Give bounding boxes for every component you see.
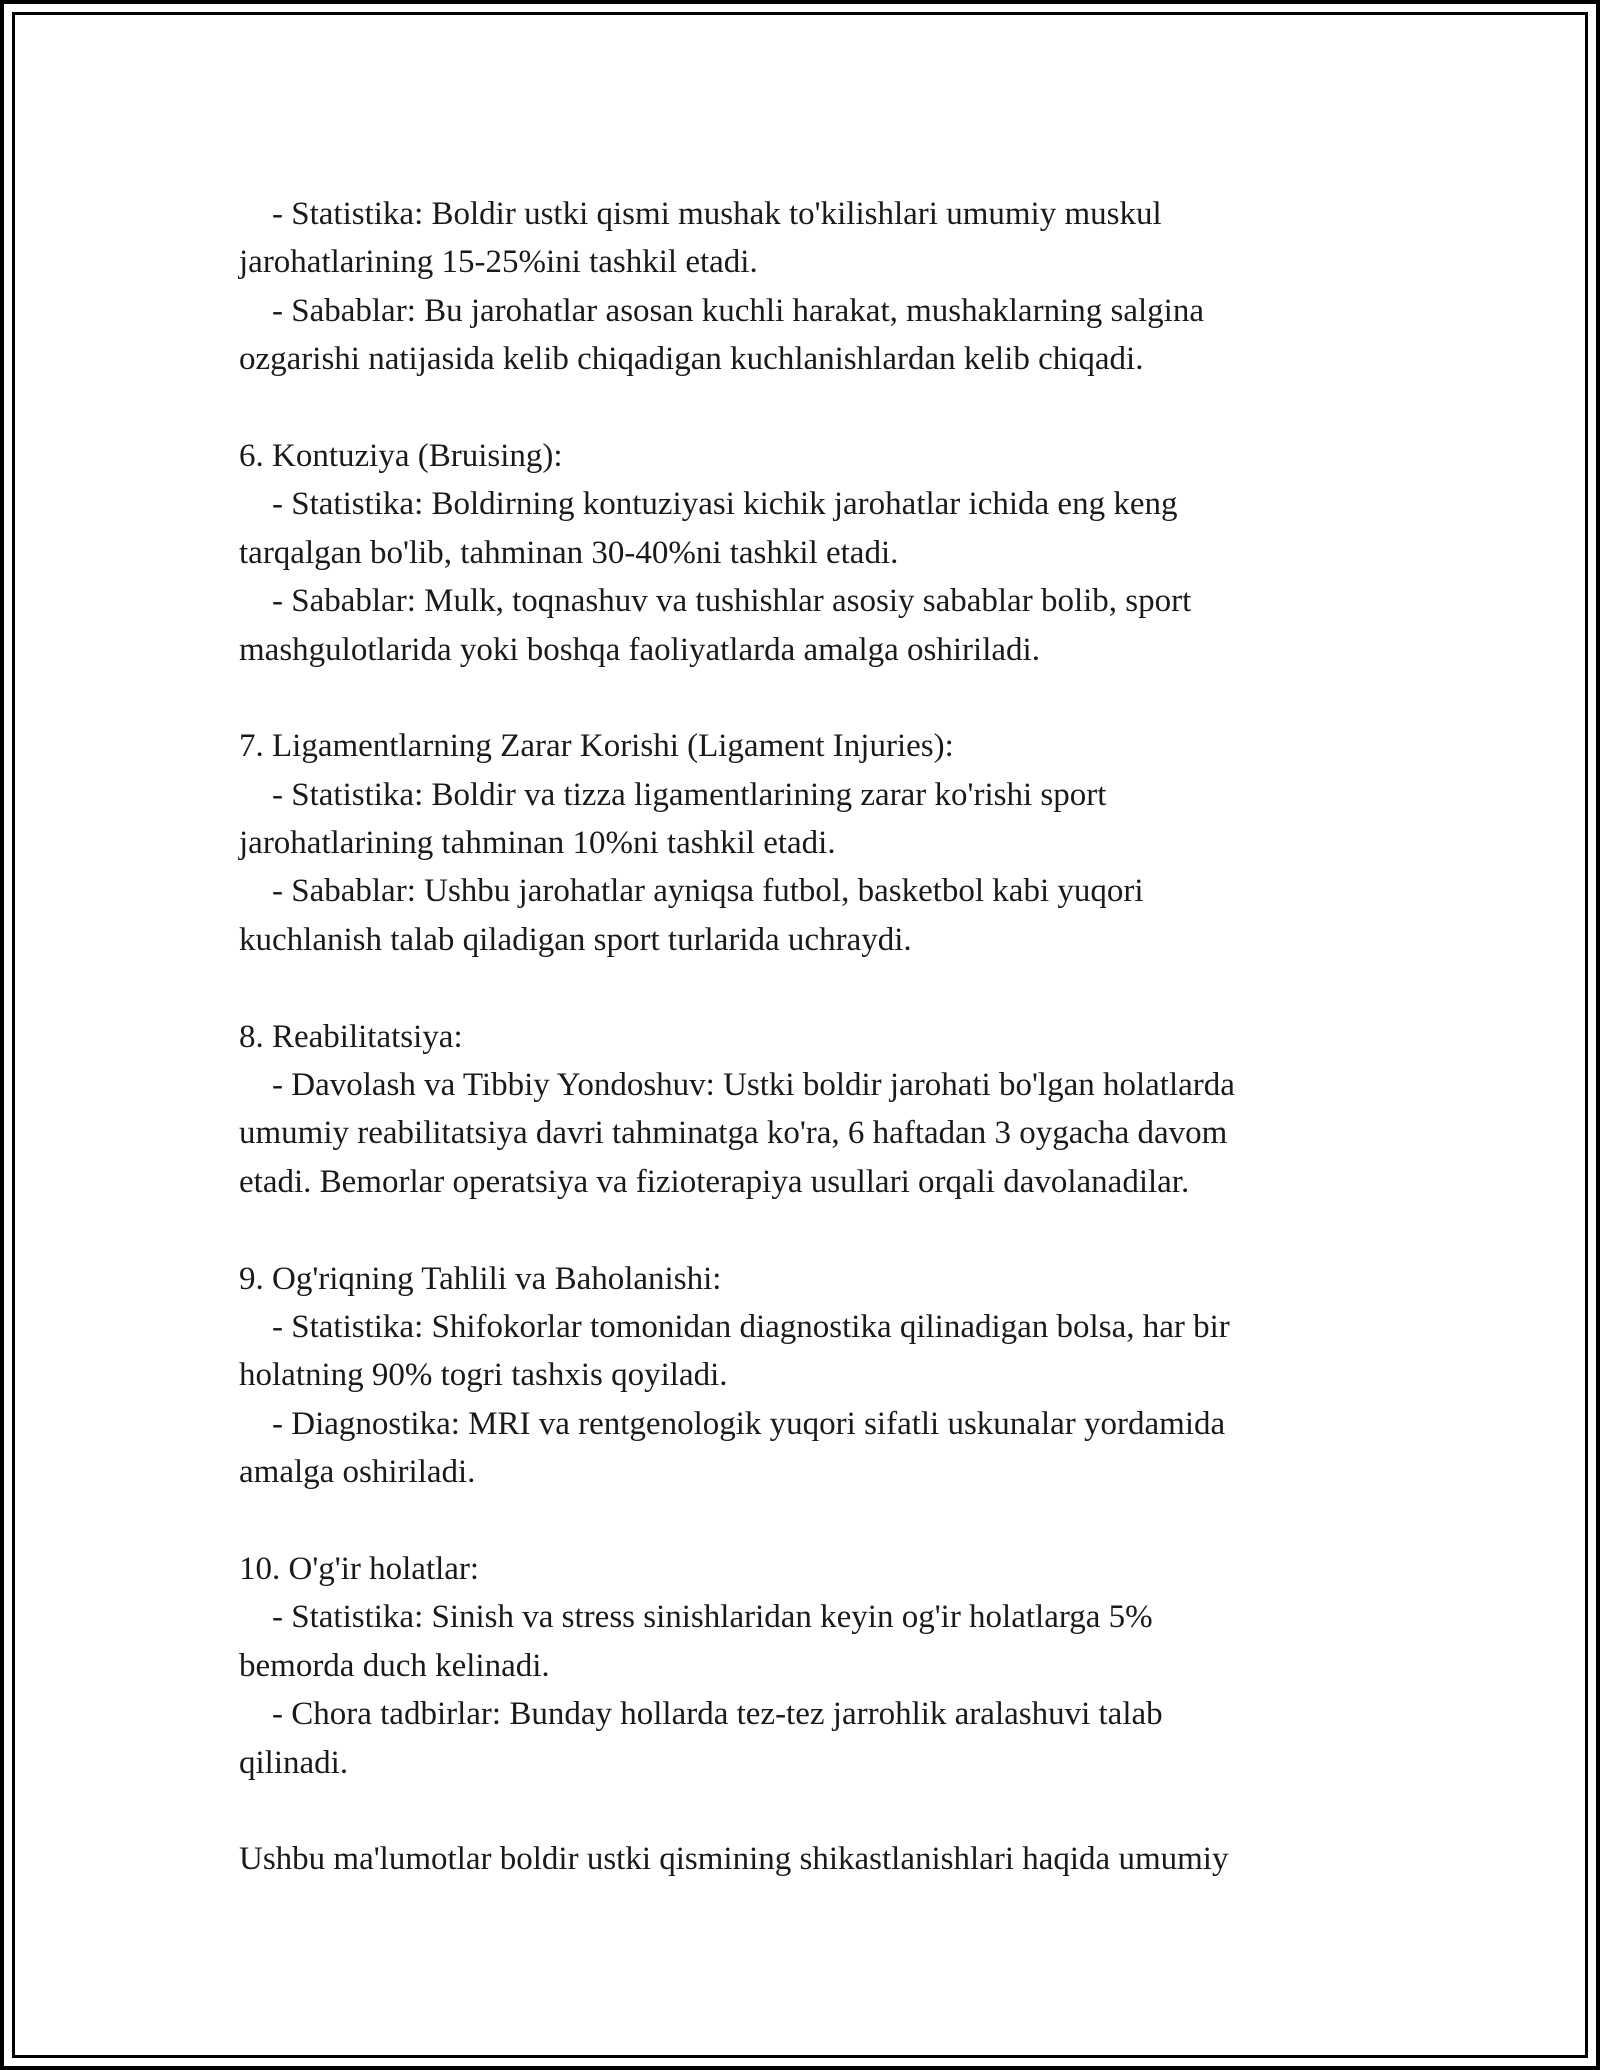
section-heading: 10. O'g'ir holatlar: [239, 1550, 480, 1587]
section-heading: 9. Og'riqning Tahlili va Baholanishi: [239, 1260, 722, 1297]
blank-line [239, 384, 1419, 432]
text-line: - Statistika: Shifokorlar tomonidan diagnostika qilinadigan bolsa, har bir [239, 1308, 1230, 1345]
text-line: jarohatlarining tahminan 10%ni tashkil etadi. [239, 825, 836, 862]
text-line: - Davolash va Tibbiy Yondoshuv: Ustki boldir jarohati bo'lgan holatlarda [239, 1067, 1235, 1104]
text-line: ozgarishi natijasida kelib chiqadigan kuchlanishlardan kelib chiqadi. [239, 341, 1144, 378]
text-line: - Statistika: Boldir ustki qismi mushak to'kilishlari umumiy muskul [239, 196, 1162, 232]
text-line: amalga oshiriladi. [239, 1454, 476, 1491]
text-line: kuchlanish talab qiladigan sport turlarida uchraydi. [239, 921, 912, 958]
text-line: tarqalgan bo'lib, tahminan 30-40%ni tashkil etadi. [239, 534, 899, 571]
text-line: - Statistika: Boldirning kontuziyasi kichik jarohatlar ichida eng keng [239, 486, 1178, 523]
text-line: mashgulotlarida yoki boshqa faoliyatlarda amalga oshiriladi. [239, 631, 1040, 668]
text-line: qilinadi. [239, 1744, 349, 1781]
section-heading: 6. Kontuziya (Bruising): [239, 437, 563, 474]
text-line: - Statistika: Sinish va stress sinishlaridan keyin og'ir holatlarga 5% [239, 1599, 1153, 1636]
text-line: Ushbu ma'lumotlar boldir ustki qismining shikastlanishlari haqida umumiy [239, 1841, 1229, 1878]
text-line: - Sabablar: Bu jarohatlar asosan kuchli harakat, mushaklarning salgina [239, 292, 1204, 329]
text-line: etadi. Bemorlar operatsiya va fizioterapiya usullari orqali davolanadilar. [239, 1163, 1190, 1200]
text-line: - Sabablar: Mulk, toqnashuv va tushishlar asosiy sabablar bolib, sport [239, 583, 1192, 620]
text-line: - Statistika: Boldir va tizza ligamentlarining zarar ko'rishi sport [239, 776, 1107, 813]
blank-line [239, 1206, 1419, 1254]
text-line: - Chora tadbirlar: Bunday hollarda tez-tez jarrohlik aralashuvi talab [239, 1696, 1163, 1733]
blank-line [239, 674, 1419, 722]
text-line: holatning 90% togri tashxis qoyiladi. [239, 1357, 728, 1394]
blank-line [239, 964, 1419, 1012]
section-heading: 7. Ligamentlarning Zarar Korishi (Ligament Injuries): [239, 728, 954, 765]
section-heading: 8. Reabilitatsiya: [239, 1018, 463, 1055]
blank-line [239, 1497, 1419, 1545]
text-line: - Sabablar: Ushbu jarohatlar ayniqsa futbol, basketbol kabi yuqori [239, 873, 1144, 910]
text-line: jarohatlarining 15-25%ini tashkil etadi. [239, 244, 758, 281]
text-line: umumiy reabilitatsiya davri tahminatga ko'ra, 6 haftadan 3 oygacha davom [239, 1115, 1228, 1152]
text-line: - Diagnostika: MRI va rentgenologik yuqori sifatli uskunalar yordamida [239, 1405, 1226, 1442]
blank-line [239, 1787, 1419, 1835]
text-line: bemorda duch kelinadi. [239, 1647, 550, 1684]
document-body [239, 190, 1419, 1884]
